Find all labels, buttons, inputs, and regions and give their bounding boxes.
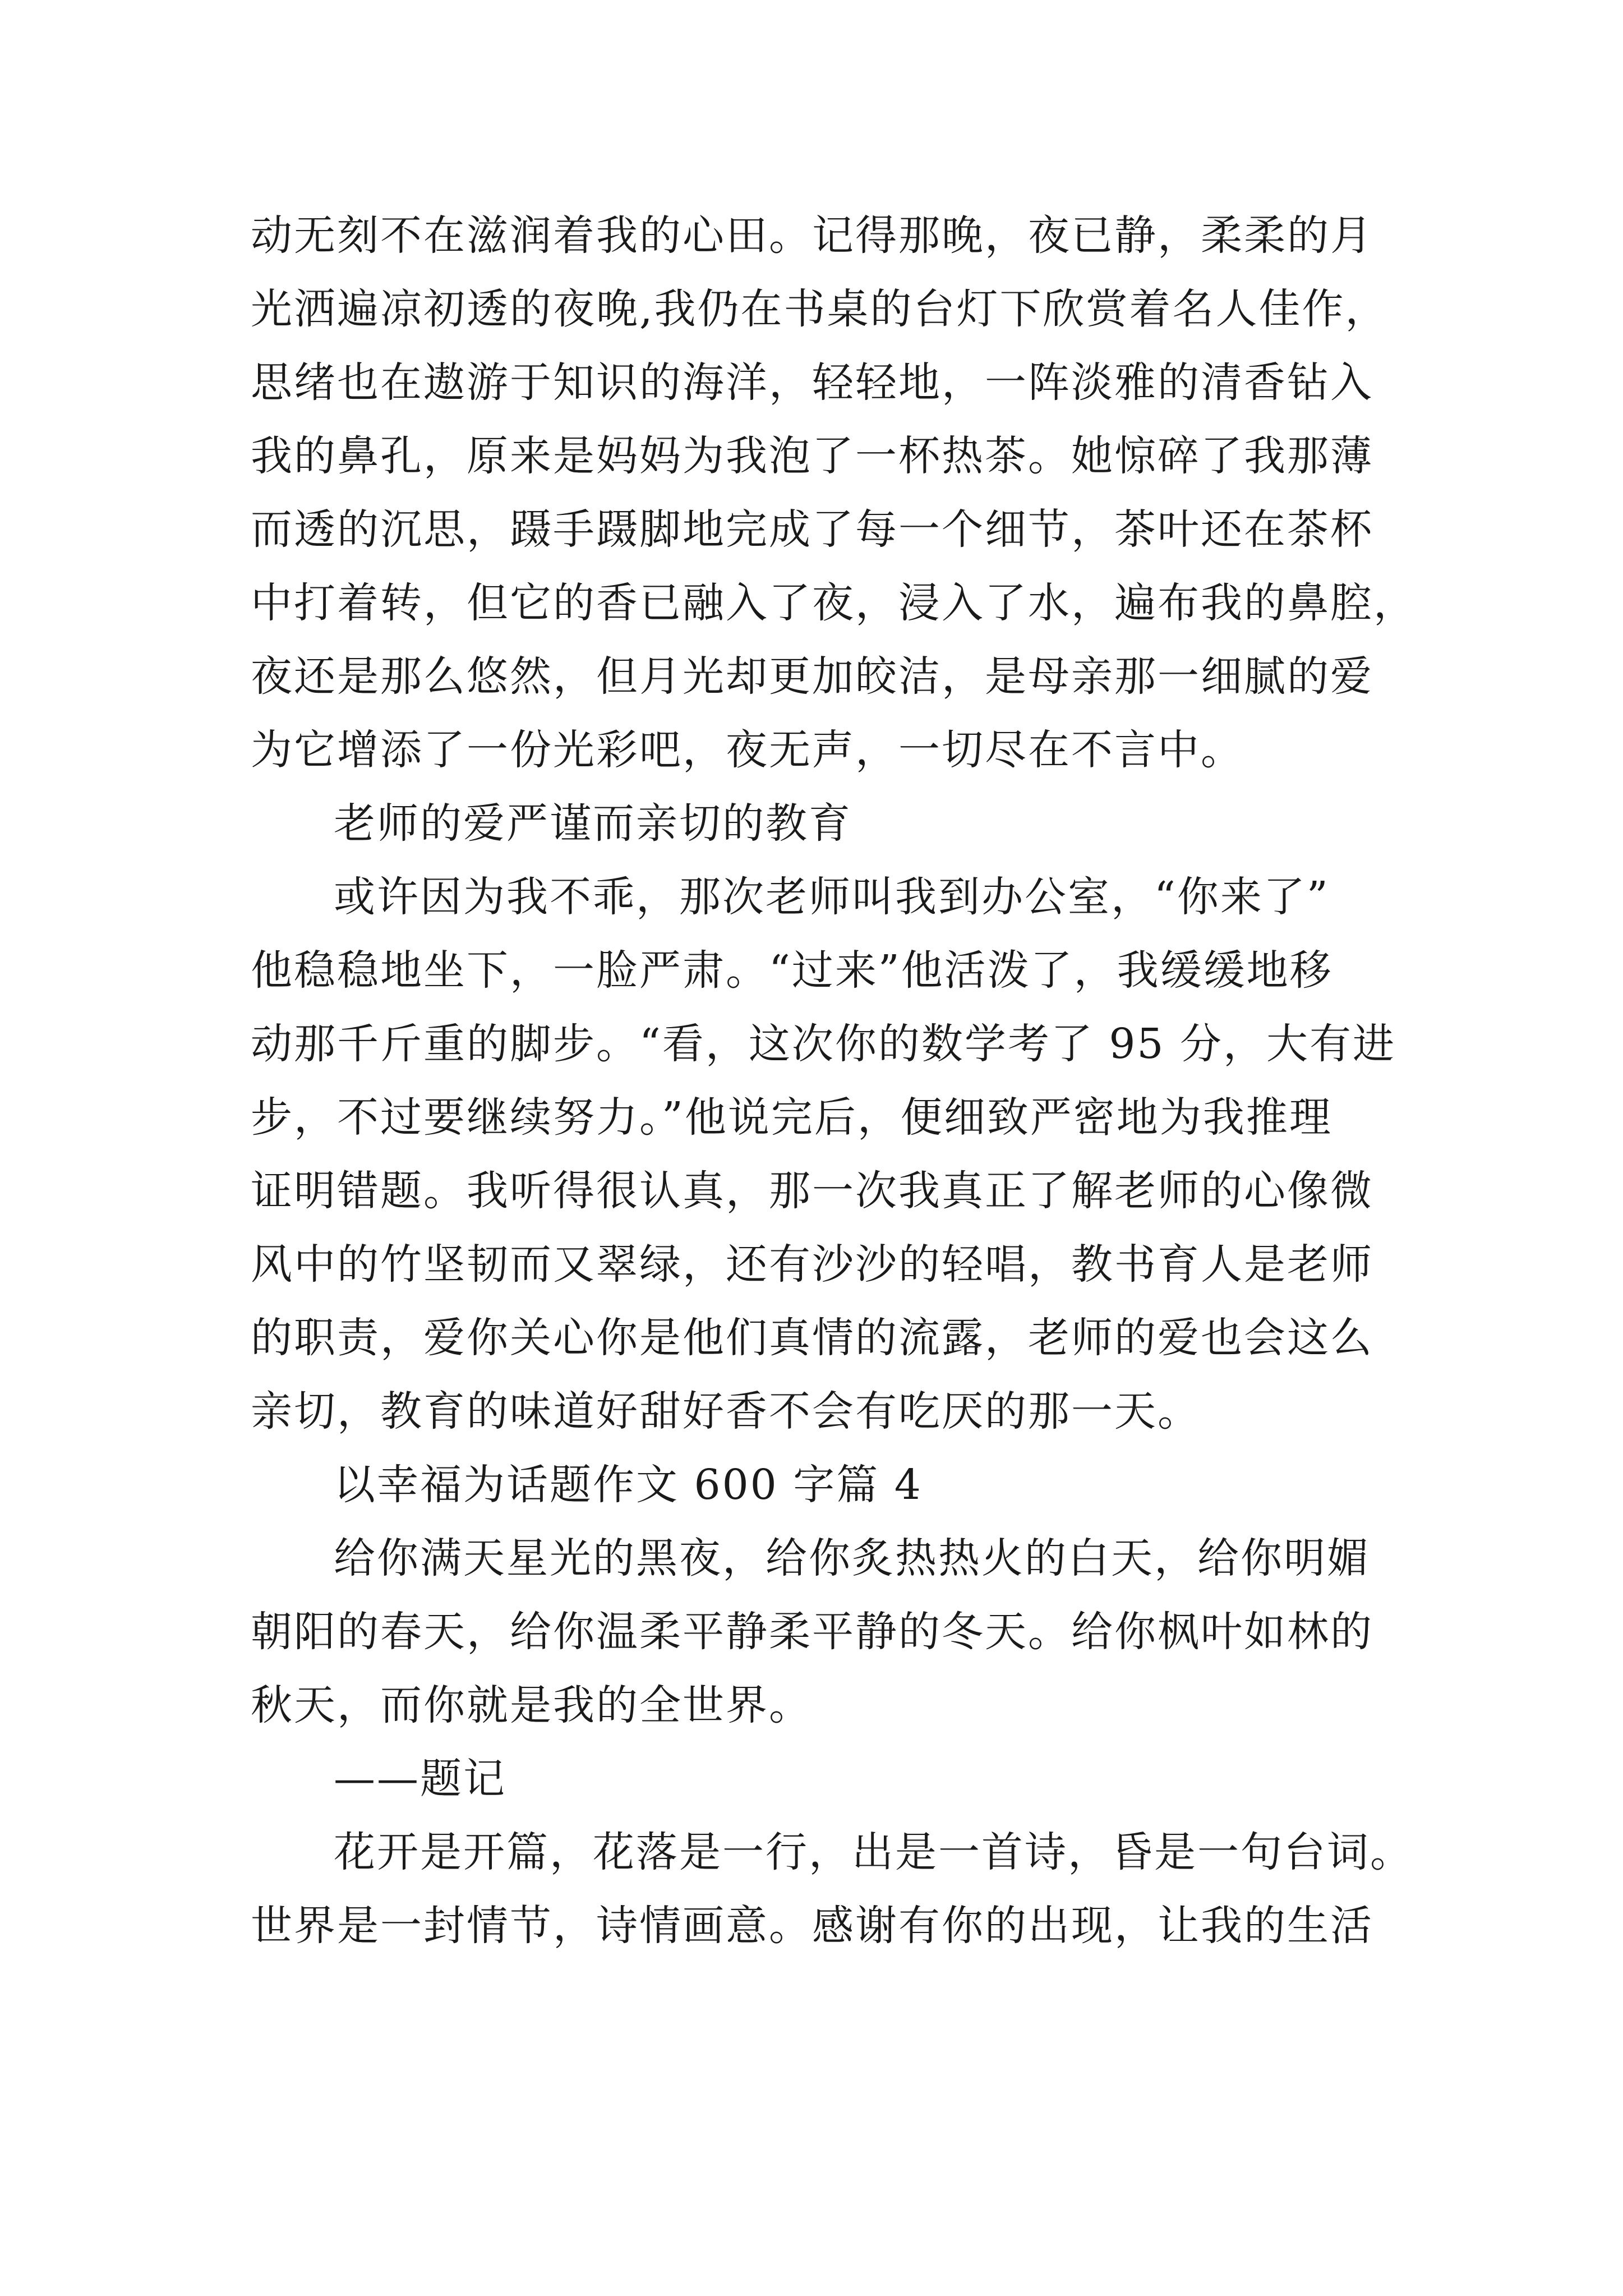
- text-line: 步，不过要继续努力。”他说完后，便细致严密地为我推理: [251, 1093, 1332, 1142]
- text-line: 老师的爱严谨而亲切的教育: [334, 799, 852, 848]
- text-line: 的职责，爱你关心你是他们真情的流露，老师的爱也会这么: [251, 1314, 1373, 1362]
- text-line: ——题记: [334, 1755, 506, 1803]
- text-line: 花开是开篇，花落是一行，出是一首诗，昏是一句台词。: [334, 1828, 1413, 1876]
- text-line: 夜还是那么悠然，但月光却更加皎洁，是母亲那一细腻的爱: [251, 652, 1373, 701]
- text-line: 证明错题。我听得很认真，那一次我真正了解老师的心像微: [251, 1167, 1373, 1215]
- text-line: 为它增添了一份光彩吧，夜无声，一切尽在不言中。: [251, 726, 1244, 774]
- text-line: 风中的竹坚韧而又翠绿，还有沙沙的轻唱，教书育人是老师: [251, 1240, 1373, 1289]
- text-line: 朝阳的春天，给你温柔平静柔平静的冬天。给你枫叶如林的: [251, 1608, 1373, 1656]
- text-line: 或许因为我不乖，那次老师叫我到办公室，“你来了”: [334, 873, 1330, 921]
- text-line: 他稳稳地坐下，一脸严肃。“过来”他活泼了，我缓缓地移: [251, 946, 1333, 995]
- text-line: 世界是一封情节，诗情画意。感谢有你的出现，让我的生活: [251, 1902, 1373, 1950]
- text-line: 而透的沉思，蹑手蹑脚地完成了每一个细节，茶叶还在茶杯: [251, 505, 1373, 554]
- text-line: 给你满天星光的黑夜，给你炙热热火的白天，给你明媚: [334, 1534, 1370, 1582]
- text-line: 以幸福为话题作文 600 字篇 4: [334, 1461, 923, 1509]
- text-line: 思绪也在遨游于知识的海洋，轻轻地，一阵淡雅的清香钻入: [251, 358, 1373, 407]
- text-line: 光洒遍凉初透的夜晚,我仍在书桌的台灯下欣赏着名人佳作，: [251, 285, 1389, 333]
- text-line: 中打着转，但它的香已融入了夜，浸入了水，遍布我的鼻腔，: [251, 579, 1417, 627]
- text-line: 动那千斤重的脚步。“看，这次你的数学考了 95 分，大有进: [251, 1020, 1396, 1068]
- body-text: [251, 199, 1428, 1963]
- text-line: 动无刻不在滋润着我的心田。记得那晚，夜已静，柔柔的月: [251, 211, 1373, 260]
- text-line: 我的鼻孔，原来是妈妈为我泡了一杯热茶。她惊碎了我那薄: [251, 432, 1373, 480]
- text-line: 亲切，教育的味道好甜好香不会有吃厌的那一天。: [251, 1387, 1201, 1435]
- text-line: 秋天，而你就是我的全世界。: [251, 1681, 812, 1729]
